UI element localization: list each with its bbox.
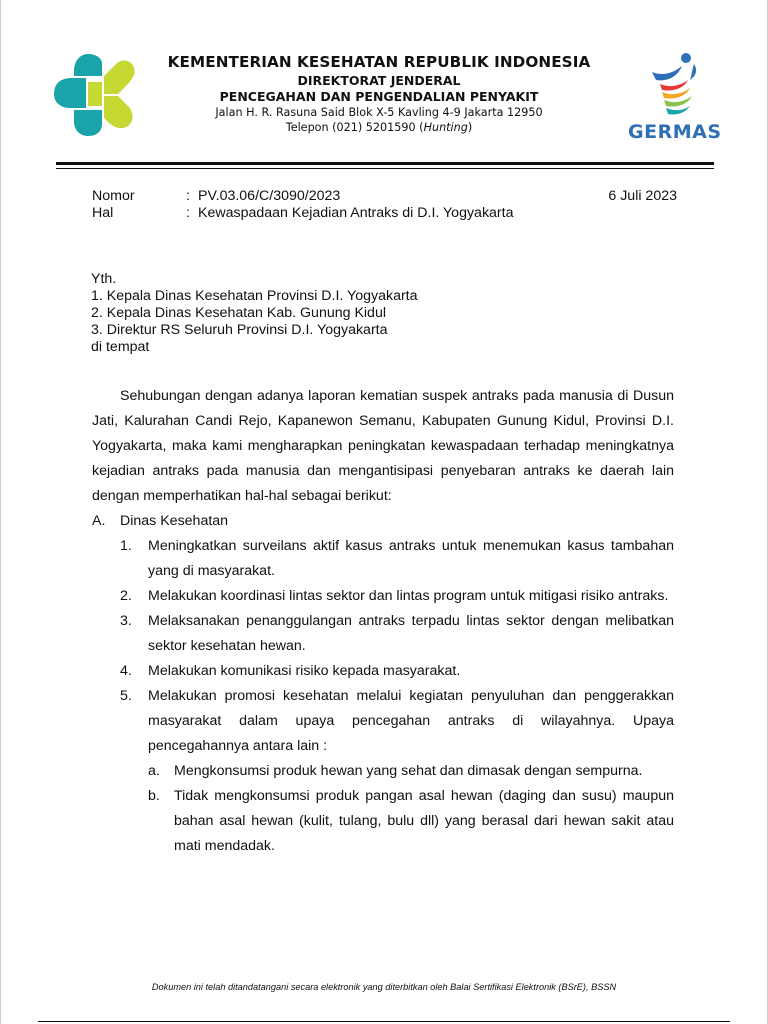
list-item-text: Melakukan promosi kesehatan melalui kegiatan penyuluhan dan penggerakkan masyarakat dalam upaya pencegahan antraks di wilayahnya. Upaya pencegahannya antara lain :: [148, 688, 674, 754]
recipient-item: 1. Kepala Dinas Kesehatan Provinsi D.I. Yogyakarta: [91, 288, 418, 304]
section-a-heading: [92, 509, 674, 534]
letter-body: [92, 384, 674, 859]
section-a-marker: A.: [92, 513, 106, 529]
list-item-text: Melakukan koordinasi lintas sektor dan lintas program untuk mitigasi risiko antraks.: [148, 588, 669, 604]
sub-list-item: [92, 784, 674, 859]
germas-logo-icon: [638, 50, 708, 118]
letter-date: 6 Juli 2023: [608, 188, 677, 204]
directorate-name: DIREKTORAT JENDERAL: [297, 73, 461, 88]
germas-logo: [628, 50, 722, 143]
letter-meta: [92, 188, 677, 222]
number-value: PV.03.06/C/3090/2023: [198, 188, 341, 204]
phone-hunting: Hunting: [423, 121, 468, 134]
e-signature-note: Dokumen ini telah ditandatangani secara elektronik yang diterbitkan oleh Balai Sertifikasi Elektronik (BSrE), BSSN: [151, 982, 617, 992]
list-item: [92, 584, 674, 609]
germas-logo-text: GERMAS: [628, 121, 722, 143]
sub-list-item: [92, 759, 674, 784]
sub-list-item-marker: a.: [148, 763, 160, 779]
list-item-marker: 2.: [120, 588, 132, 604]
letterhead-rule-thick: [56, 162, 714, 165]
phone-suffix: ): [467, 121, 473, 134]
recipient-greeting: Yth.: [91, 271, 117, 287]
list-item: [92, 609, 674, 659]
list-item-text: Melakukan komunikasi risiko kepada masyarakat.: [148, 663, 461, 679]
recipient-item: 2. Kepala Dinas Kesehatan Kab. Gunung Kidul: [91, 305, 386, 321]
footer-rule: [38, 1021, 730, 1022]
number-colon: :: [186, 188, 190, 204]
office-address: Jalan H. R. Rasuna Said Blok X-5 Kavling 4-9 Jakarta 12950: [215, 106, 543, 119]
list-item: [92, 684, 674, 759]
subject-label: Hal: [92, 205, 114, 221]
meta-number-row: [92, 188, 677, 205]
list-item-marker: 5.: [120, 688, 132, 704]
meta-subject-row: [92, 205, 677, 222]
list-item-marker: 4.: [120, 663, 132, 679]
letterhead-text: [140, 53, 618, 134]
number-label: Nomor: [92, 188, 135, 204]
subject-value: Kewaspadaan Kejadian Antraks di D.I. Yogyakarta: [198, 205, 514, 221]
list-item-text: Meningkatkan surveilans aktif kasus antraks untuk menemukan kasus tambahan yang di masyarakat.: [148, 538, 674, 579]
list-item: [92, 534, 674, 584]
intro-paragraph: Sehubungan dengan adanya laporan kematian suspek antraks pada manusia di Dusun Jati, Kalurahan Candi Rejo, Kapanewon Semanu, Kabupaten Gunung Kidul, Provinsi D.I. Yogyakarta, maka kami mengharapkan peningkatan kewaspadaan terhadap meningkatnya kejadian antraks pada manusia dan mengantisipasi penyebaran antraks ke daerah lain dengan memperhatikan hal-hal sebagai berikut:: [92, 388, 674, 504]
list-item-marker: 3.: [120, 613, 132, 629]
sub-list-item-marker: b.: [148, 788, 160, 804]
list-item: [92, 659, 674, 684]
phone-number: Telepon (021) 5201590 (: [285, 121, 424, 134]
recipient-place: di tempat: [91, 339, 150, 355]
division-name: PENCEGAHAN DAN PENGENDALIAN PENYAKIT: [219, 89, 539, 104]
letterhead-rule-thin: [56, 168, 714, 169]
list-item-text: Melaksanakan penanggulangan antraks terpadu lintas sektor dengan melibatkan sektor kesehatan hewan.: [148, 613, 674, 654]
list-item-marker: 1.: [120, 538, 132, 554]
recipients: [91, 271, 418, 356]
recipient-item: 3. Direktur RS Seluruh Provinsi D.I. Yogyakarta: [91, 322, 388, 338]
sub-list-item-text: Mengkonsumsi produk hewan yang sehat dan dimasak dengan sempurna.: [174, 763, 643, 779]
ministry-name: KEMENTERIAN KESEHATAN REPUBLIK INDONESIA: [167, 53, 591, 71]
subject-colon: :: [186, 205, 190, 221]
sub-list-item-text: Tidak mengkonsumsi produk pangan asal hewan (daging dan susu) maupun bahan asal hewan (kulit, tulang, bulu dll) yang berasal dari hewan sakit atau mati mendadak.: [174, 788, 674, 854]
section-a-title: Dinas Kesehatan: [120, 513, 229, 529]
kemenkes-logo-icon: [52, 52, 138, 143]
letterhead: [0, 0, 768, 180]
office-phone: [140, 121, 618, 134]
